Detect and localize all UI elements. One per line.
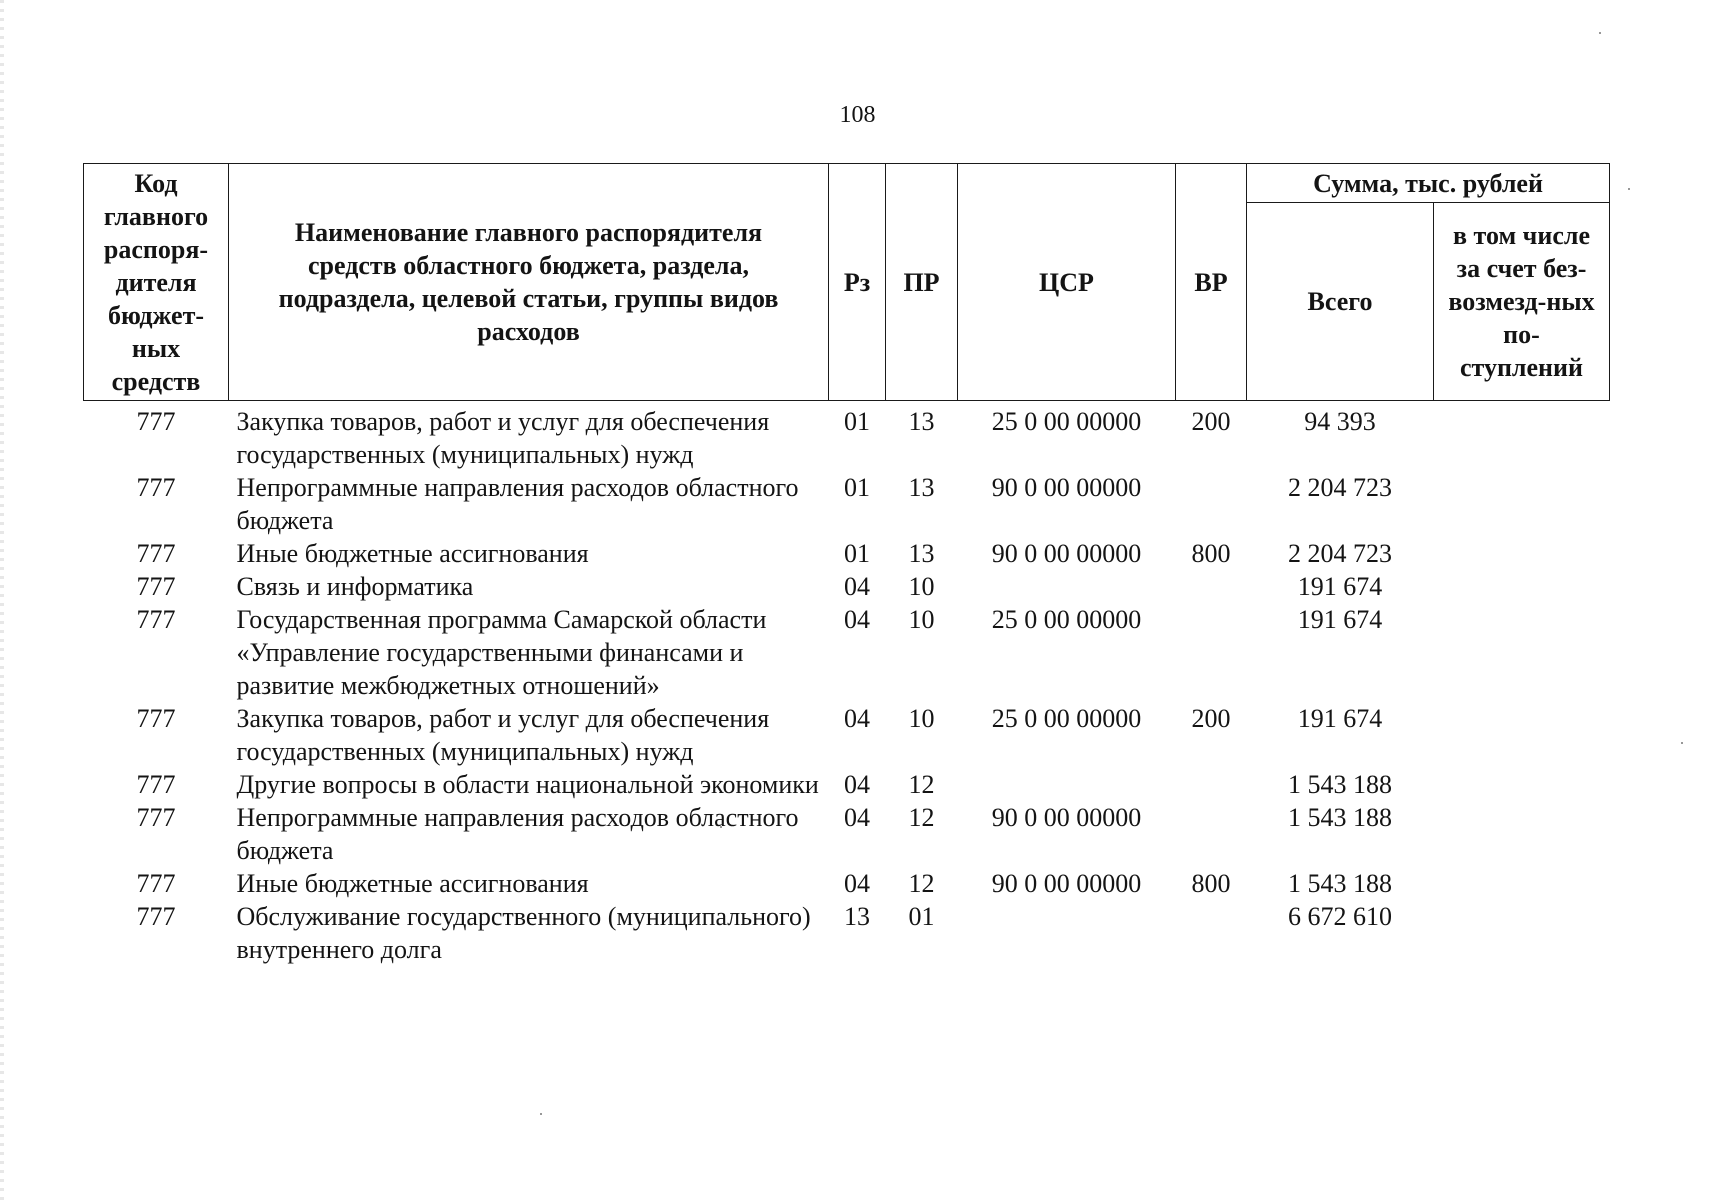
table-row (84, 768, 1610, 801)
cell-total: 94 393 (1304, 407, 1376, 436)
cell-pr: 10 (908, 605, 935, 634)
cell-csr: 25 0 00 00000 (991, 605, 1142, 634)
scan-edge-noise (0, 0, 4, 1200)
table-row (84, 471, 1610, 537)
cell-name: Закупка товаров, работ и услуг для обеспечения государственных (муниципальных) нужд (236, 407, 770, 469)
cell-free (1434, 603, 1610, 702)
cell-code: 777 (136, 539, 176, 568)
cell-free (1434, 401, 1610, 472)
cell-vr (1176, 603, 1247, 702)
cell-pr: 12 (908, 803, 935, 832)
cell-name: Обслуживание государственного (муниципального) внутреннего долга (236, 902, 811, 964)
cell-total: 1 543 188 (1288, 770, 1392, 799)
table-row (84, 570, 1610, 603)
cell-free (1434, 768, 1610, 801)
cell-rz: 04 (844, 803, 870, 832)
cell-name: Непрограммные направления расходов областного бюджета (236, 803, 799, 865)
table-row (84, 867, 1610, 900)
cell-total: 191 674 (1297, 572, 1383, 601)
cell-total: 2 204 723 (1288, 473, 1392, 502)
cell-vr (1176, 471, 1247, 537)
budget-table (83, 163, 1610, 966)
header-free: в том числе за счет без-возмезд-ных по-ступлений (1434, 203, 1610, 401)
scan-speck (1628, 188, 1630, 190)
cell-code: 777 (136, 473, 176, 502)
cell-name: Другие вопросы в области национальной экономики (236, 770, 819, 799)
cell-code: 777 (136, 572, 176, 601)
cell-vr (1176, 570, 1247, 603)
header-row (84, 164, 1610, 203)
cell-vr (1176, 900, 1247, 966)
cell-free (1434, 537, 1610, 570)
cell-total: 2 204 723 (1288, 539, 1392, 568)
cell-name: Непрограммные направления расходов областного бюджета (236, 473, 799, 535)
scan-speck (1599, 32, 1601, 34)
cell-code: 777 (136, 803, 176, 832)
header-vr: ВР (1176, 164, 1247, 401)
cell-csr: 90 0 00 00000 (991, 473, 1142, 502)
cell-vr: 200 (1191, 407, 1231, 436)
cell-pr: 13 (908, 473, 935, 502)
table-row (84, 702, 1610, 768)
cell-total: 191 674 (1297, 605, 1383, 634)
cell-vr: 200 (1191, 704, 1231, 733)
cell-csr (958, 900, 1176, 966)
cell-code: 777 (136, 605, 176, 634)
cell-rz: 04 (844, 605, 870, 634)
cell-rz: 04 (844, 572, 870, 601)
table-row (84, 401, 1610, 472)
table-body (84, 401, 1610, 967)
cell-csr: 25 0 00 00000 (991, 407, 1142, 436)
cell-pr: 10 (908, 704, 935, 733)
cell-csr: 90 0 00 00000 (991, 539, 1142, 568)
cell-name: Закупка товаров, работ и услуг для обеспечения государственных (муниципальных) нужд (236, 704, 770, 766)
cell-free (1434, 867, 1610, 900)
cell-free (1434, 900, 1610, 966)
cell-vr: 800 (1191, 539, 1231, 568)
cell-code: 777 (136, 770, 176, 799)
table-row (84, 801, 1610, 867)
cell-csr: 25 0 00 00000 (991, 704, 1142, 733)
cell-csr (958, 570, 1176, 603)
cell-free (1434, 801, 1610, 867)
cell-vr: 800 (1191, 869, 1231, 898)
cell-csr: 90 0 00 00000 (991, 803, 1142, 832)
cell-name: Государственная программа Самарской области «Управление государственными финансами и развитие межбюджетных отношений» (236, 605, 767, 700)
cell-pr: 13 (908, 539, 935, 568)
cell-code: 777 (136, 407, 176, 436)
header-name: Наименование главного распорядителя средств областного бюджета, раздела, подраздела, целевой статьи, группы видов расходов (229, 164, 829, 401)
cell-vr (1176, 801, 1247, 867)
header-pr: ПР (886, 164, 958, 401)
cell-rz: 01 (844, 473, 870, 502)
cell-name: Иные бюджетные ассигнования (236, 539, 589, 568)
cell-rz: 04 (844, 770, 870, 799)
header-total: Всего (1247, 203, 1434, 401)
header-sum-group: Сумма, тыс. рублей (1247, 164, 1610, 203)
cell-rz: 04 (844, 704, 870, 733)
cell-name: Иные бюджетные ассигнования (236, 869, 589, 898)
cell-rz: 13 (844, 902, 870, 931)
cell-total: 1 543 188 (1288, 803, 1392, 832)
cell-free (1434, 702, 1610, 768)
table-row (84, 603, 1610, 702)
cell-csr (958, 768, 1176, 801)
cell-total: 6 672 610 (1288, 902, 1392, 931)
cell-total: 1 543 188 (1288, 869, 1392, 898)
header-rz: Рз (829, 164, 886, 401)
header-code: Код главного распоря-дителя бюджет-ных средств (84, 164, 229, 401)
cell-name: Связь и информатика (236, 572, 474, 601)
page-number: 108 (839, 102, 876, 128)
scan-speck (1681, 742, 1683, 744)
cell-code: 777 (136, 902, 176, 931)
cell-pr: 10 (908, 572, 935, 601)
cell-code: 777 (136, 869, 176, 898)
cell-pr: 12 (908, 869, 935, 898)
cell-free (1434, 471, 1610, 537)
cell-pr: 12 (908, 770, 935, 799)
table-row (84, 900, 1610, 966)
cell-rz: 04 (844, 869, 870, 898)
cell-vr (1176, 768, 1247, 801)
cell-rz: 01 (844, 539, 870, 568)
scan-speck (540, 1113, 542, 1115)
cell-total: 191 674 (1297, 704, 1383, 733)
cell-pr: 01 (908, 902, 935, 931)
table-row (84, 537, 1610, 570)
cell-rz: 01 (844, 407, 870, 436)
cell-pr: 13 (908, 407, 935, 436)
cell-code: 777 (136, 704, 176, 733)
header-csr: ЦСР (958, 164, 1176, 401)
cell-free (1434, 570, 1610, 603)
cell-csr: 90 0 00 00000 (991, 869, 1142, 898)
